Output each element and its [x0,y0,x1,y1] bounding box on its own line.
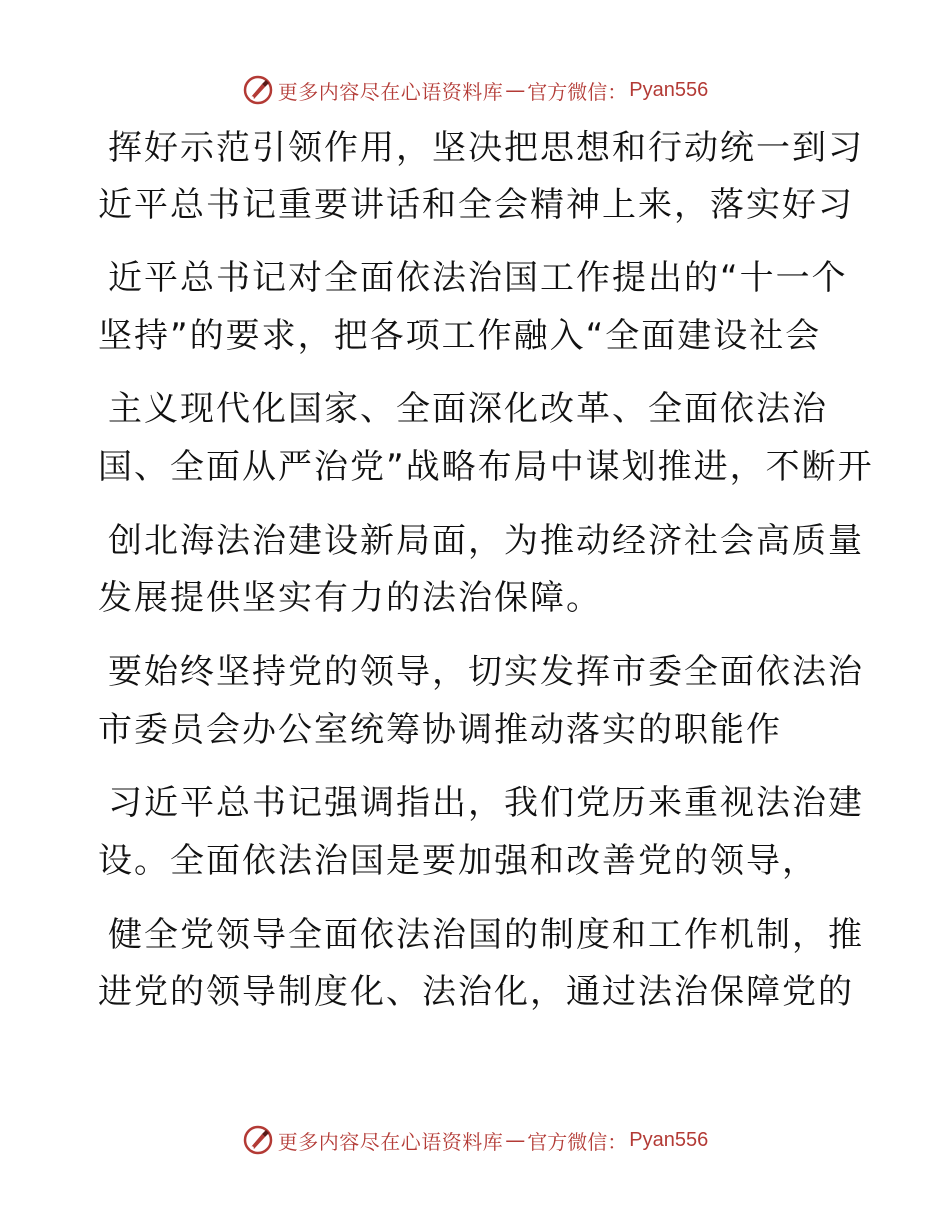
body-line-9: 要始终坚持党的领导，切实发挥市委全面依法治 [108,652,864,692]
body-line-2: 近平总书记重要讲话和全会精神上来，落实好习 [98,185,854,225]
pen-logo-icon [242,1124,274,1156]
header-banner-text: 更多内容尽在心语资料库 [277,79,504,104]
header-wechat-label: 官方微信： [527,79,628,104]
body-line-8: 发展提供坚实有力的法治保障。 [98,578,602,618]
body-line-10: 市委员会办公室统筹协调推动落实的职能作 [98,710,782,750]
body-line-3: 近平总书记对全面依法治国工作提出的“十一个 [108,258,848,298]
body-line-13: 健全党领导全面依法治国的制度和工作机制，推 [108,915,864,955]
footer-banner [0,1120,950,1160]
header-banner-separator: — [505,78,526,102]
footer-banner-text: 更多内容尽在心语资料库 [277,1129,504,1154]
body-line-1: 挥好示范引领作用，坚决把思想和行动统一到习 [108,128,864,168]
body-line-4: 坚持”的要求，把各项工作融入“全面建设社会 [98,316,822,356]
footer-banner-inner [242,1124,708,1156]
body-line-12: 设。全面依法治国是要加强和改善党的领导， [98,841,818,881]
footer-banner-separator: — [505,1128,526,1152]
body-line-5: 主义现代化国家、全面深化改革、全面依法治 [108,389,828,429]
footer-wechat-label: 官方微信： [527,1129,628,1154]
footer-wechat-id: Pyan556 [629,1128,709,1151]
header-wechat-id: Pyan556 [629,78,709,101]
body-line-14: 进党的领导制度化、法治化，通过法治保障党的 [98,972,854,1012]
body-line-6: 国、全面从严治党”战略布局中谋划推进，不断开 [98,447,874,487]
body-line-7: 创北海法治建设新局面，为推动经济社会高质量 [108,521,864,561]
body-line-11: 习近平总书记强调指出，我们党历来重视法治建 [108,783,864,823]
